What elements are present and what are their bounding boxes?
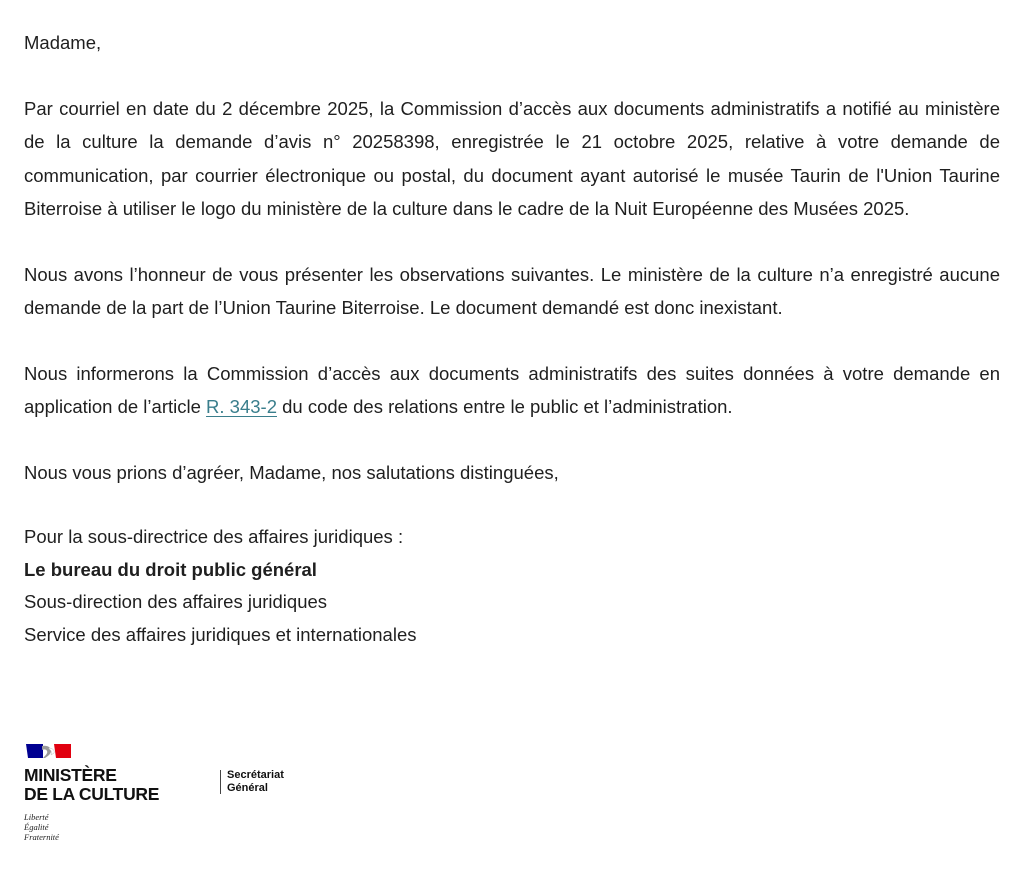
paragraph-notification: Par courriel en date du 2 décembre 2025, la Commission d’accès aux documents administratifs a notifié au ministère de la culture la demande d’avis n° 20258398, enregistrée le 21 octobre 2025, relative à votre demande de communication, par courrier électronique ou postal, du document ayant autorisé le musée Taurin de l'Union Taurine Biterroise à utiliser le logo du ministère de la culture dans le cadre de la Nuit Européenne des Musées 2025. — [24, 97, 1000, 219]
motto-egalite: Égalité — [24, 822, 49, 832]
ministry-name-line1: MINISTÈRE — [24, 765, 117, 785]
motto-liberte: Liberté — [24, 812, 49, 822]
paragraph-information-text-end: du code des relations entre le public et l’administration. — [277, 396, 733, 417]
paragraph-observations: Nous avons l’honneur de vous présenter les observations suivantes. Le ministère de la culture n’a enregistré aucune demande de la part de l’Union Taurine Biterroise. Le document demandé est donc inexistant. — [24, 263, 1000, 318]
signature-line-on-behalf: Pour la sous-directrice des affaires juridiques : — [24, 526, 404, 547]
signature-bureau: Le bureau du droit public général — [24, 558, 317, 580]
letter-body — [24, 26, 1000, 651]
paragraph-information — [24, 357, 1000, 424]
signature-block — [24, 521, 1000, 651]
greeting: Madame, — [24, 32, 102, 53]
department-name — [227, 769, 284, 794]
marianne-flag-icon — [24, 742, 74, 760]
paragraph-information-text-start: Nous informerons la Commission d’accès aux documents administratifs des suites données à votre demande en application de l’article — [24, 362, 1000, 417]
ministry-logo — [24, 742, 324, 852]
department-line1: Secrétariat — [227, 769, 284, 781]
signature-service: Service des affaires juridiques et internationales — [24, 623, 417, 645]
closing-formula: Nous vous prions d’agréer, Madame, nos salutations distinguées, — [24, 461, 559, 483]
article-link[interactable]: R. 343-2 — [206, 396, 277, 417]
department-line2: Général — [227, 781, 268, 794]
ministry-name-line2: DE LA CULTURE — [24, 784, 160, 804]
republic-motto — [24, 812, 59, 842]
ministry-name — [24, 766, 159, 804]
motto-fraternite: Fraternité — [24, 832, 59, 842]
logo-divider — [220, 770, 221, 794]
signature-subdirectorate: Sous-direction des affaires juridiques — [24, 591, 328, 612]
